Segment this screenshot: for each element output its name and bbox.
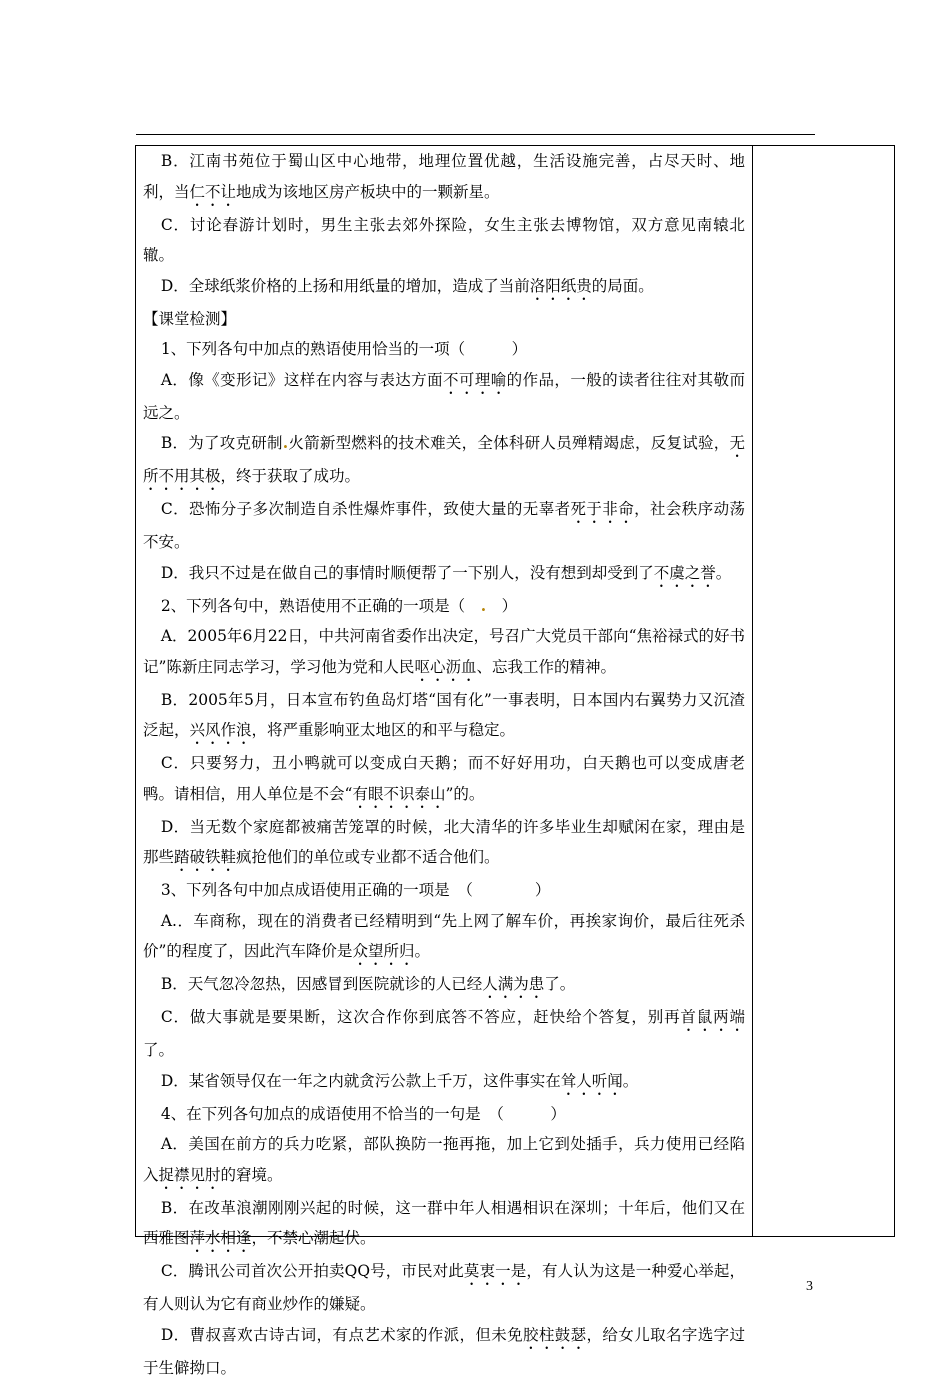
- page-number: 3: [806, 1279, 813, 1295]
- notes-column-divider: [752, 145, 753, 1237]
- dotted-idiom: 不可理喻: [443, 371, 507, 389]
- q1-option-b: B．为了攻克研制.火箭新型燃料的技术难关，全体科研人员殚精竭虑，反复试验，无所不用其极，终于获取了成功。: [143, 428, 745, 494]
- q1-option-a: A．像《变形记》这样在内容与表达方面不可理喻的作品，一般的读者往往对其敬而远之。: [143, 365, 745, 429]
- dotted-idiom: 莫衷一是: [464, 1262, 527, 1280]
- dotted-idiom: 兴风作浪: [190, 721, 252, 739]
- dotted-idiom: 不虞之誉: [654, 564, 716, 582]
- dotted-idiom: 有眼不识泰山: [352, 785, 445, 803]
- header-rule: [136, 134, 815, 135]
- dotted-idiom: 踏破铁鞋: [174, 848, 236, 866]
- dotted-idiom: 众望所归: [352, 942, 414, 960]
- intro-option-b: B．江南书苑位于蜀山区中心地带，地理位置优越，生活设施完善，占尽天时、地利，当仁不让地成为该地区房产板块中的一颗新星。: [143, 146, 745, 210]
- dotted-idiom: 呕心沥血: [414, 658, 476, 676]
- dotted-idiom: 无所不用其极: [143, 434, 745, 485]
- q3-option-a: A.．车商称，现在的消费者已经精明到“先上网了解车价，再挨家询价，最后往死杀价”的程度了，因此汽车降价是众望所归。: [143, 906, 745, 970]
- q3-stem: 3、下列各句中加点成语使用正确的一项是 （ ）: [143, 875, 745, 906]
- q3-option-c: C．做大事就是要果断，这次合作你到底答不答应，赶快给个答复，别再首鼠两端了。: [143, 1002, 745, 1066]
- q2-option-d: D．当无数个家庭都被痛苦笼罩的时候，北大清华的许多毕业生却赋闲在家，理由是那些踏破铁鞋疯抢他们的单位或专业都不适合他们。: [143, 812, 745, 876]
- q2-option-a: A．2005年6月22日，中共河南省委作出决定，号召广大党员干部向“焦裕禄式的好书记”陈新庄同志学习，学习他为党和人民呕心沥血、忘我工作的精神。: [143, 621, 745, 685]
- speck-mark: .: [283, 433, 288, 452]
- dotted-idiom: 胶柱鼓瑟: [523, 1326, 587, 1344]
- speck-mark: .: [172, 912, 177, 930]
- q4-option-b: B．在改革浪潮刚刚兴起的时候，这一群中年人相遇相识在深圳；十年后，他们又在西雅图萍水相逢，不禁心潮起伏。: [143, 1193, 745, 1257]
- intro-option-c: C．讨论春游计划时，男生主张去郊外探险，女生主张去博物馆，双方意见南辕北辙。: [143, 210, 745, 271]
- q4-option-a: A．美国在前方的兵力吃紧，部队换防一拖再拖，加上它到处插手，兵力使用已经陷入捉襟见肘的窘境。: [143, 1129, 745, 1193]
- dotted-idiom: 捉襟见肘: [159, 1166, 221, 1184]
- dotted-idiom: 死于非命: [571, 500, 635, 518]
- dotted-idiom: 人满为患: [482, 975, 544, 993]
- q3-option-b: B．天气忽冷忽热，因感冒到医院就诊的人已经人满为患了。: [143, 969, 745, 1002]
- q4-option-c: C．腾讯公司首次公开拍卖QQ号，市民对此莫衷一是，有人认为这是一种爱心举起，有人则认为它有商业炒作的嫌疑。: [143, 1256, 745, 1320]
- q2-option-c: C．只要努力，丑小鸭就可以变成白天鹅；而不好好用功，白天鹅也可以变成唐老鸭。请相信，用人单位是不会“有眼不识泰山”的。: [143, 748, 745, 812]
- dotted-idiom: 洛阳纸贵: [530, 277, 592, 295]
- q4-option-d: D．曹叔喜欢古诗古词，有点艺术家的作派，但未免胶柱鼓瑟，给女儿取名字选字过于生僻拗口。: [143, 1320, 745, 1383]
- q2-stem: 2、下列各句中，熟语使用不正确的一项是（ . ）: [143, 591, 745, 622]
- q2-option-b: B．2005年5月，日本宣布钓鱼岛灯塔“国有化”一事表明，日本国内右翼势力又沉渣泛起，兴风作浪，将严重影响亚太地区的和平与稳定。: [143, 685, 745, 749]
- dotted-idiom: 仁不让: [190, 183, 237, 201]
- q1-stem: 1、下列各句中加点的熟语使用恰当的一项（ ）: [143, 334, 745, 365]
- main-column: [143, 146, 745, 1383]
- intro-option-d: D．全球纸浆价格的上扬和用纸量的增加，造成了当前洛阳纸贵的局面。: [143, 271, 745, 304]
- q4-stem: 4、在下列各句加点的成语使用不恰当的一句是 （ ）: [143, 1099, 745, 1130]
- q1-option-d: D．我只不过是在做自己的事情时顺便帮了一下别人，没有想到却受到了不虞之誉。: [143, 558, 745, 591]
- q3-option-d: D．某省领导仅在一年之内就贪污公款上千万，这件事实在耸人听闻。: [143, 1066, 745, 1099]
- dotted-idiom: 首鼠两端: [680, 1008, 745, 1026]
- dotted-idiom: 萍水相逢: [190, 1229, 252, 1247]
- section-heading: 【课堂检测】: [143, 304, 745, 335]
- speck-mark: .: [481, 596, 486, 615]
- dotted-idiom: 耸人听闻: [561, 1072, 623, 1090]
- q1-option-c: C．恐怖分子多次制造自杀性爆炸事件，致使大量的无辜者死于非命，社会秩序动荡不安。: [143, 494, 745, 558]
